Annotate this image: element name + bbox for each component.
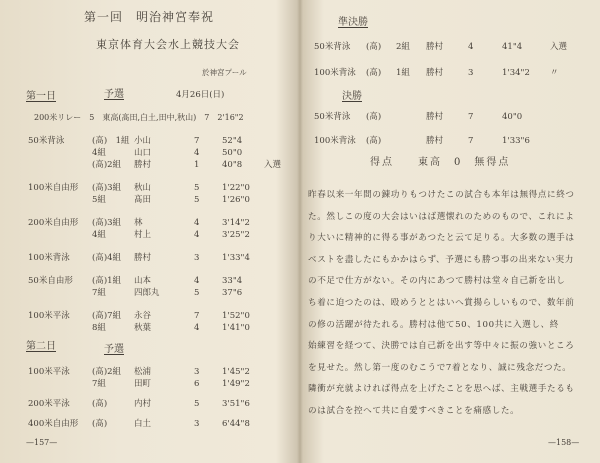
time-value: 1'52"0	[222, 311, 250, 321]
place-number: 4	[194, 218, 200, 228]
heat-label: 4組	[92, 148, 106, 158]
day1-round: 予選	[104, 89, 124, 100]
left-page	[0, 0, 298, 463]
heat-label: (髙)7組	[92, 311, 122, 321]
place-number: 4	[468, 42, 474, 52]
time-value: 52"4	[222, 136, 243, 146]
place-number: 7	[194, 311, 200, 321]
heat-label: (髙)3組	[92, 183, 122, 193]
heat-label: (髙)4組	[92, 253, 122, 263]
heat-label: 7組	[92, 288, 106, 298]
swimmer-name: 勝村	[426, 68, 444, 78]
heat-label: (髙)3組	[92, 218, 122, 228]
time-value: 33"4	[222, 276, 243, 286]
event-name: 50米自由形	[28, 276, 73, 286]
heat-label: 2組	[396, 42, 410, 52]
paragraph-line: の不足で仕方がない。その内にあつて勝村は堂々自己新を出し	[308, 276, 566, 287]
time-value: 40"0	[502, 112, 523, 122]
relay-result: 200米リレー 5 東高(髙田,白土,田中,秋山) 7 2'16"2	[34, 113, 244, 122]
qualify-note: 〃	[550, 68, 559, 78]
time-value: 1'41"0	[222, 323, 250, 333]
place-number: 6	[194, 379, 200, 389]
place-number: 4	[194, 323, 200, 333]
heat-label: 4組	[92, 230, 106, 240]
swimmer-name: 髙田	[134, 195, 152, 205]
swimmer-name: 山本	[134, 276, 152, 286]
time-value: 1'26"0	[222, 195, 250, 205]
event-name: 200米平泳	[28, 399, 70, 409]
swimmer-name: 勝村	[134, 253, 152, 263]
time-value: 1'22"0	[222, 183, 250, 193]
swimmer-name: 勝村	[426, 136, 444, 146]
left-page-number: —157—	[26, 438, 58, 447]
page-title: 第一回 明治神宮奉祝	[84, 10, 215, 24]
heat-label: 8組	[92, 323, 106, 333]
heat-label: (髙)2組	[92, 160, 122, 170]
swimmer-name: 林	[134, 218, 143, 228]
place-number: 1	[194, 160, 200, 170]
time-value: 3'14"2	[222, 218, 250, 228]
right-page-number: —158—	[548, 438, 580, 447]
event-name: 200米自由形	[28, 218, 79, 228]
swimmer-name: 村上	[134, 230, 152, 240]
swimmer-name: 永谷	[134, 311, 152, 321]
paragraph-line: のは試合を控へて共に自愛すべきことを痛感した。	[308, 406, 520, 416]
time-value: 1'34"2	[502, 68, 530, 78]
place-number: 4	[194, 230, 200, 240]
place-number: 4	[194, 276, 200, 286]
swimmer-name: 小山	[134, 136, 152, 146]
swimmer-name: 田町	[134, 379, 152, 389]
event-name: 50米背泳	[28, 136, 65, 146]
event-name: 50米背泳	[314, 42, 351, 52]
qualify-note: 入選	[264, 160, 282, 170]
score-line: 得点 東高 0 無得点	[370, 157, 511, 168]
place-number: 7	[468, 112, 474, 122]
place-number: 4	[194, 148, 200, 158]
time-value: 37"6	[222, 288, 243, 298]
day1-date: 4月26日(日)	[176, 90, 225, 100]
event-name: 100米平泳	[28, 311, 70, 321]
event-name: 100米平泳	[28, 367, 70, 377]
swimmer-name: 秋葉	[134, 323, 152, 333]
place-number: 3	[468, 68, 474, 78]
paragraph-line: り大いに精神的に得る事があつたと云て足りる。大多数の選手は	[308, 233, 575, 244]
swimmer-name: 四郎丸	[134, 288, 160, 298]
heat-label: (髙)	[92, 419, 108, 429]
heat-label: (髙)1組	[92, 276, 122, 286]
heat-label: 5組	[92, 195, 106, 205]
paragraph-line: の修の活躍が待たれる。勝村は他て50、100共に入選し、終	[308, 319, 559, 330]
event-name: 50米背泳	[314, 112, 351, 122]
swimmer-name: 秋山	[134, 183, 152, 193]
heat-label: (髙) 1組	[92, 136, 130, 146]
time-value: 50"0	[222, 148, 243, 158]
paragraph-line: 昨春以来一年間の錬功りもつけたこの試合も本年は無得点に終つ	[308, 190, 575, 200]
event-name: 400米自由形	[28, 419, 79, 429]
time-value: 3'25"2	[222, 230, 250, 240]
day2-label: 第二日	[26, 341, 56, 352]
event-name: 100米自由形	[28, 183, 79, 193]
heat-label: 7組	[92, 379, 106, 389]
swimmer-name: 勝村	[134, 160, 152, 170]
school-label: (髙)	[366, 68, 382, 78]
semifinal-label: 準決勝	[338, 17, 368, 28]
paragraph-line: た。然しこの度の大会はいはば選懐れのためのもので、これによ	[308, 211, 575, 222]
event-name: 100米背泳	[28, 253, 70, 263]
final-label: 決勝	[342, 91, 362, 102]
school-label: (髙)	[366, 112, 382, 122]
time-value: 1'33"4	[222, 253, 250, 263]
place-number: 3	[194, 367, 200, 377]
swimmer-name: 勝村	[426, 42, 444, 52]
school-label: (髙)	[366, 42, 382, 52]
paragraph-line: を見せた。然し第一度のむこうで7着となり、誠に残念だつた。	[308, 362, 572, 373]
time-value: 1'33"6	[502, 136, 530, 146]
event-name: 100米背泳	[314, 68, 356, 78]
paragraph-line: 始練習を経つて、決勝では自己新を出す等中々に振の強いところ	[308, 341, 575, 352]
time-value: 6'44"8	[222, 419, 250, 429]
place-number: 7	[194, 136, 200, 146]
paragraph-line: ち着に迫つたのは、殴めうととはいへ賞揚らしいもので、数年前	[308, 298, 575, 308]
time-value: 1'45"2	[222, 367, 250, 377]
page-subtitle: 東京体育大会水上競技大会	[96, 38, 240, 51]
swimmer-name: 松浦	[134, 367, 152, 377]
day1-label: 第一日	[26, 91, 56, 102]
paragraph-line: ベストを盡したにもかかはらず、予選にも勝つ事の出来ない実力	[308, 254, 574, 265]
place-number: 3	[194, 253, 200, 263]
place-number: 5	[194, 288, 200, 298]
time-value: 3'51"6	[222, 399, 250, 409]
paragraph-line: 隣衝が充就よければ得点を上げたことを思へば、主戦選手たるも	[308, 384, 575, 395]
swimmer-name: 勝村	[426, 112, 444, 122]
heat-label: (髙)2組	[92, 367, 122, 377]
heat-label: 1組	[396, 68, 410, 78]
place-number: 3	[194, 419, 200, 429]
qualify-note: 入選	[550, 42, 568, 52]
place-number: 5	[194, 399, 200, 409]
school-label: (髙)	[366, 136, 382, 146]
day2-round: 予選	[104, 344, 124, 355]
heat-label: (髙)	[92, 399, 108, 409]
place-number: 5	[194, 195, 200, 205]
time-value: 1'49"2	[222, 379, 250, 389]
time-value: 40"8	[222, 160, 243, 170]
place-number: 5	[194, 183, 200, 193]
right-page	[302, 0, 600, 463]
event-name: 100米背泳	[314, 136, 356, 146]
swimmer-name: 白土	[134, 419, 152, 429]
swimmer-name: 内村	[134, 399, 152, 409]
time-value: 41"4	[502, 42, 523, 52]
swimmer-name: 山口	[134, 148, 152, 158]
place-number: 7	[468, 136, 474, 146]
venue-label: 於神宮プール	[202, 68, 247, 77]
